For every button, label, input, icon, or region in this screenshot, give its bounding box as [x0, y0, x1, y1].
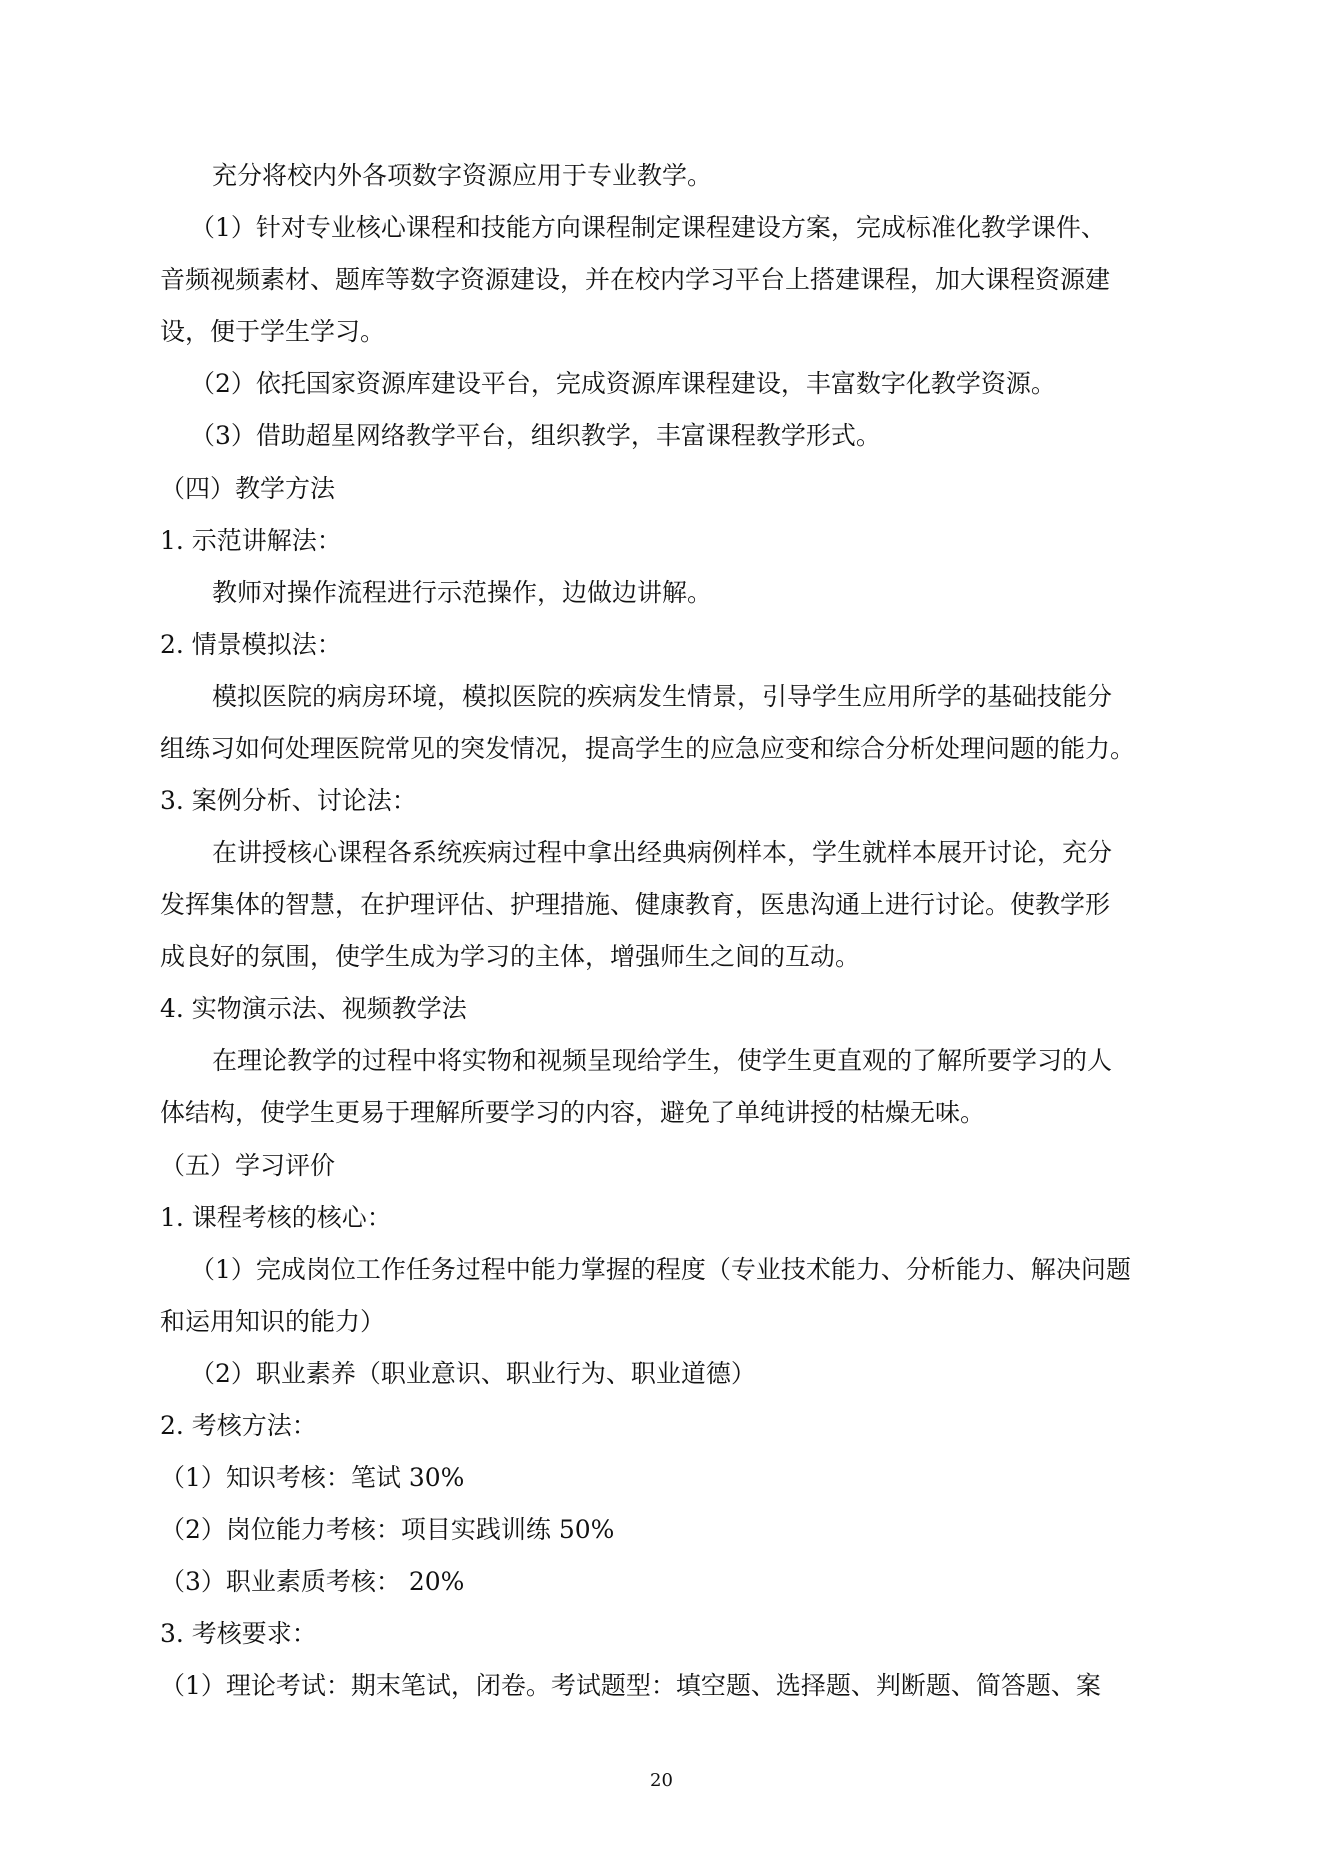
paragraph-line: 发挥集体的智慧，在护理评估、护理措施、健康教育，医患沟通上进行讨论。使教学形	[160, 890, 1111, 919]
paragraph-line: 体结构，使学生更易于理解所要学习的内容，避免了单纯讲授的枯燥无味。	[160, 1098, 986, 1127]
paragraph-line: 成良好的氛围，使学生成为学习的主体，增强师生之间的互动。	[160, 942, 861, 971]
paragraph-line: 设，便于学生学习。	[160, 317, 386, 346]
paragraph-line: 在讲授核心课程各系统疾病过程中拿出经典病例样本，学生就样本展开讨论，充分	[212, 838, 1113, 867]
list-item: （1）理论考试：期末笔试，闭卷。考试题型：填空题、选择题、判断题、简答题、案	[160, 1671, 1101, 1700]
section-heading: （五）学习评价	[160, 1151, 336, 1180]
paragraph-line: 模拟医院的病房环境，模拟医院的疾病发生情景，引导学生应用所学的基础技能分	[212, 682, 1113, 711]
subsection-heading: 2. 考核方法：	[160, 1411, 317, 1440]
list-item: （2）岗位能力考核：项目实践训练 50%	[160, 1515, 615, 1544]
list-item: （1）知识考核：笔试 30%	[160, 1463, 465, 1492]
list-item: （3）职业素质考核： 20%	[160, 1567, 465, 1596]
subsection-heading: 3. 考核要求：	[160, 1619, 317, 1648]
subsection-heading: 2. 情景模拟法：	[160, 630, 342, 659]
section-heading: （四）教学方法	[160, 474, 336, 503]
subsection-heading: 4. 实物演示法、视频教学法	[160, 994, 467, 1023]
list-item: （1）完成岗位工作任务过程中能力掌握的程度（专业技术能力、分析能力、解决问题	[190, 1255, 1131, 1284]
subsection-heading: 1. 示范讲解法：	[160, 526, 342, 555]
list-item: （1）针对专业核心课程和技能方向课程制定课程建设方案，完成标准化教学课件、	[190, 213, 1106, 242]
list-item: （3）借助超星网络教学平台，组织教学，丰富课程教学形式。	[190, 421, 881, 450]
paragraph-line: 充分将校内外各项数字资源应用于专业教学。	[212, 161, 713, 190]
subsection-heading: 3. 案例分析、讨论法：	[160, 786, 417, 815]
paragraph-line: 音频视频素材、题库等数字资源建设，并在校内学习平台上搭建课程，加大课程资源建	[160, 265, 1111, 294]
subsection-heading: 1. 课程考核的核心：	[160, 1203, 392, 1232]
paragraph-line: 组练习如何处理医院常见的突发情况，提高学生的应急应变和综合分析处理问题的能力。	[160, 734, 1136, 763]
page-number: 20	[650, 1770, 673, 1791]
paragraph-line: 在理论教学的过程中将实物和视频呈现给学生，使学生更直观的了解所要学习的人	[212, 1046, 1113, 1075]
list-item: （2）依托国家资源库建设平台，完成资源库课程建设，丰富数字化教学资源。	[190, 369, 1056, 398]
paragraph-line: 教师对操作流程进行示范操作，边做边讲解。	[212, 578, 713, 607]
list-item: （2）职业素养（职业意识、职业行为、职业道德）	[190, 1359, 756, 1388]
paragraph-line: 和运用知识的能力）	[160, 1307, 386, 1336]
